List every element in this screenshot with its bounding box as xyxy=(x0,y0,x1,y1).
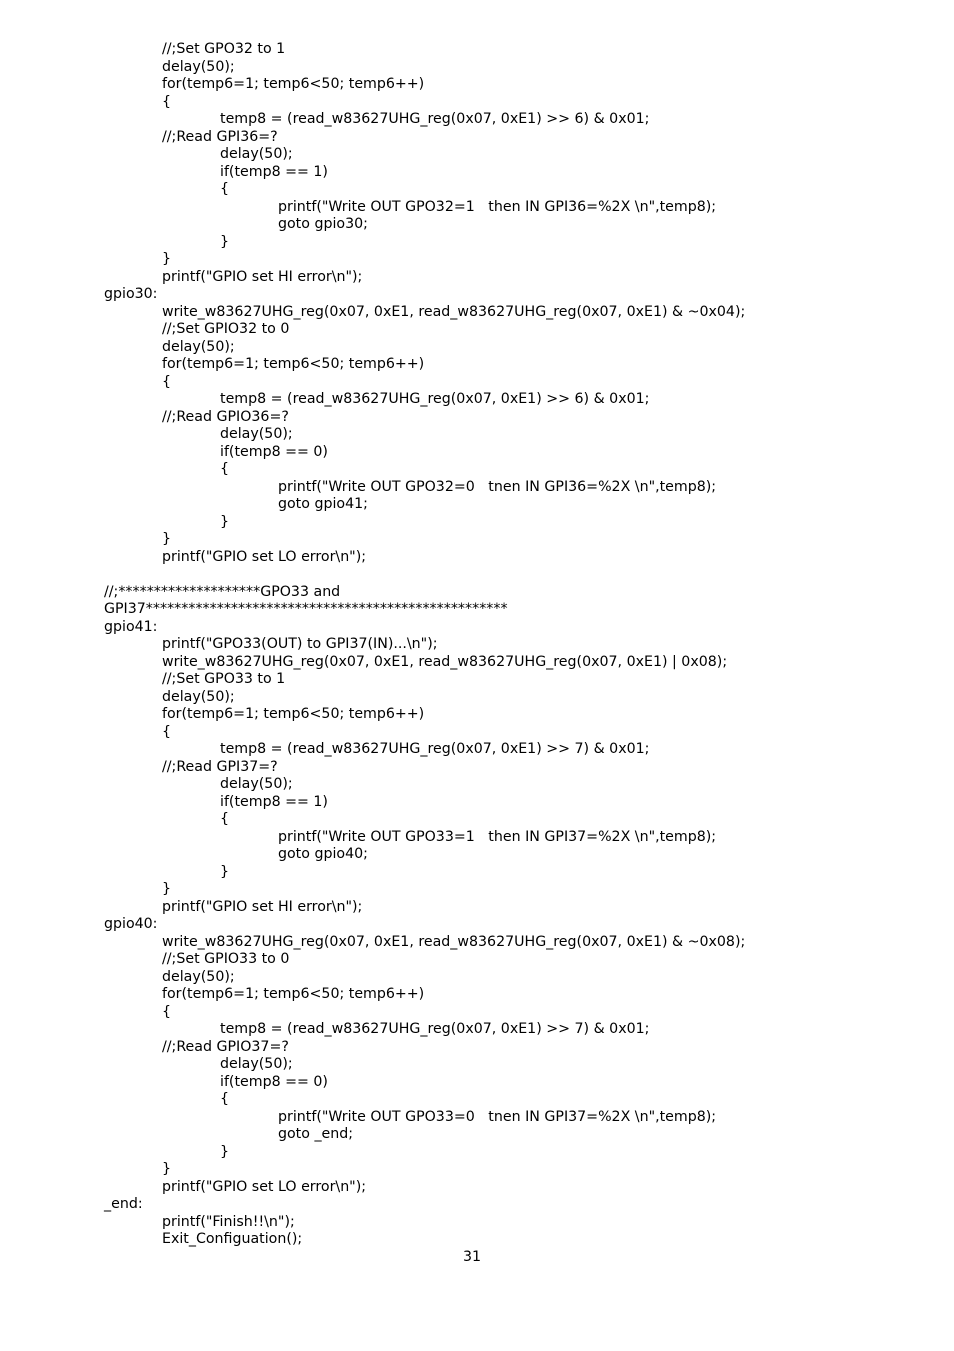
code-line: goto gpio30; xyxy=(278,216,368,232)
code-line: { xyxy=(220,1091,230,1107)
code-line: } xyxy=(162,1161,172,1177)
code-line: goto _end; xyxy=(278,1126,354,1142)
code-line: { xyxy=(220,181,230,197)
code-line: delay(50); xyxy=(162,338,235,355)
code-line: for(temp6=1; temp6<50; temp6++) xyxy=(162,986,425,1002)
code-line: //;********************GPO33 and xyxy=(104,583,341,600)
code-line: GPI37*************************************************** xyxy=(104,601,508,617)
code-line: if(temp8 == 0) xyxy=(220,1073,328,1090)
code-line: delay(50); xyxy=(220,146,293,162)
code-line: { xyxy=(220,811,230,827)
code-line: for(temp6=1; temp6<50; temp6++) xyxy=(162,356,425,372)
code-line: //;Set GPIO33 to 0 xyxy=(162,951,290,967)
code-line: write_w83627UHG_reg(0x07, 0xE1, read_w83627UHG_reg(0x07, 0xE1) & ~0x08); xyxy=(162,933,746,950)
code-line xyxy=(104,566,904,584)
code-line: //;Set GPO33 to 1 xyxy=(162,671,286,687)
code-line: } xyxy=(162,251,172,267)
code-line: gpio30: xyxy=(104,286,158,302)
code-line: delay(50); xyxy=(220,776,293,792)
code-line: { xyxy=(162,373,172,390)
code-line: delay(50); xyxy=(162,688,235,705)
code-line: goto gpio40; xyxy=(278,846,368,862)
code-line: } xyxy=(162,531,172,547)
code-line: //;Set GPIO32 to 0 xyxy=(162,321,290,337)
code-line: //;Read GPI37=? xyxy=(162,758,278,775)
code-line: delay(50); xyxy=(162,58,235,75)
code-line: delay(50); xyxy=(220,426,293,442)
code-line: goto gpio41; xyxy=(278,496,368,512)
code-line: temp8 = (read_w83627UHG_reg(0x07, 0xE1) >> 6) & 0x01; xyxy=(220,111,650,127)
code-line: _end: xyxy=(104,1196,143,1212)
code-line: //;Read GPIO37=? xyxy=(162,1038,289,1055)
code-line: } xyxy=(162,881,172,897)
code-line: if(temp8 == 1) xyxy=(220,793,328,810)
code-line: write_w83627UHG_reg(0x07, 0xE1, read_w83627UHG_reg(0x07, 0xE1) | 0x08); xyxy=(162,653,728,670)
code-line: printf("GPO33(OUT) to GPI37(IN)...\n"); xyxy=(162,636,438,652)
code-line: } xyxy=(220,863,230,880)
code-line: Exit_Configuation(); xyxy=(162,1231,303,1247)
code-line: printf("Write OUT GPO32=1 then IN GPI36=%2X \n",temp8); xyxy=(278,198,717,215)
code-line: if(temp8 == 1) xyxy=(220,163,328,180)
code-listing xyxy=(104,41,904,1249)
code-line: //;Set GPO32 to 1 xyxy=(162,41,286,57)
code-line: printf("GPIO set LO error\n"); xyxy=(162,548,367,565)
code-line: printf("GPIO set LO error\n"); xyxy=(162,1178,367,1195)
code-line: printf("Finish!!\n"); xyxy=(162,1213,295,1230)
page-number: 31 xyxy=(462,1249,482,1265)
code-line: gpio41: xyxy=(104,618,158,635)
code-line: delay(50); xyxy=(220,1056,293,1072)
code-line: for(temp6=1; temp6<50; temp6++) xyxy=(162,76,425,92)
code-line: write_w83627UHG_reg(0x07, 0xE1, read_w83627UHG_reg(0x07, 0xE1) & ~0x04); xyxy=(162,303,746,320)
code-line: { xyxy=(162,723,172,740)
code-line: printf("Write OUT GPO32=0 tnen IN GPI36=%2X \n",temp8); xyxy=(278,478,717,495)
code-line: printf("GPIO set HI error\n"); xyxy=(162,898,363,915)
code-line: { xyxy=(162,93,172,110)
code-line: printf("Write OUT GPO33=1 then IN GPI37=%2X \n",temp8); xyxy=(278,828,717,845)
code-line: //;Read GPI36=? xyxy=(162,128,278,145)
code-line: if(temp8 == 0) xyxy=(220,443,328,460)
code-line: gpio40: xyxy=(104,916,158,932)
code-line: temp8 = (read_w83627UHG_reg(0x07, 0xE1) >> 7) & 0x01; xyxy=(220,741,650,757)
code-line: } xyxy=(220,233,230,250)
code-line: temp8 = (read_w83627UHG_reg(0x07, 0xE1) >> 7) & 0x01; xyxy=(220,1021,650,1037)
code-line: } xyxy=(220,513,230,530)
code-line: printf("Write OUT GPO33=0 tnen IN GPI37=%2X \n",temp8); xyxy=(278,1108,717,1125)
code-line: for(temp6=1; temp6<50; temp6++) xyxy=(162,706,425,722)
code-line: printf("GPIO set HI error\n"); xyxy=(162,268,363,285)
code-line: //;Read GPIO36=? xyxy=(162,408,289,425)
code-line: } xyxy=(220,1143,230,1160)
code-line: { xyxy=(220,461,230,477)
code-line: temp8 = (read_w83627UHG_reg(0x07, 0xE1) >> 6) & 0x01; xyxy=(220,391,650,407)
code-line: delay(50); xyxy=(162,968,235,985)
code-line: { xyxy=(162,1003,172,1020)
